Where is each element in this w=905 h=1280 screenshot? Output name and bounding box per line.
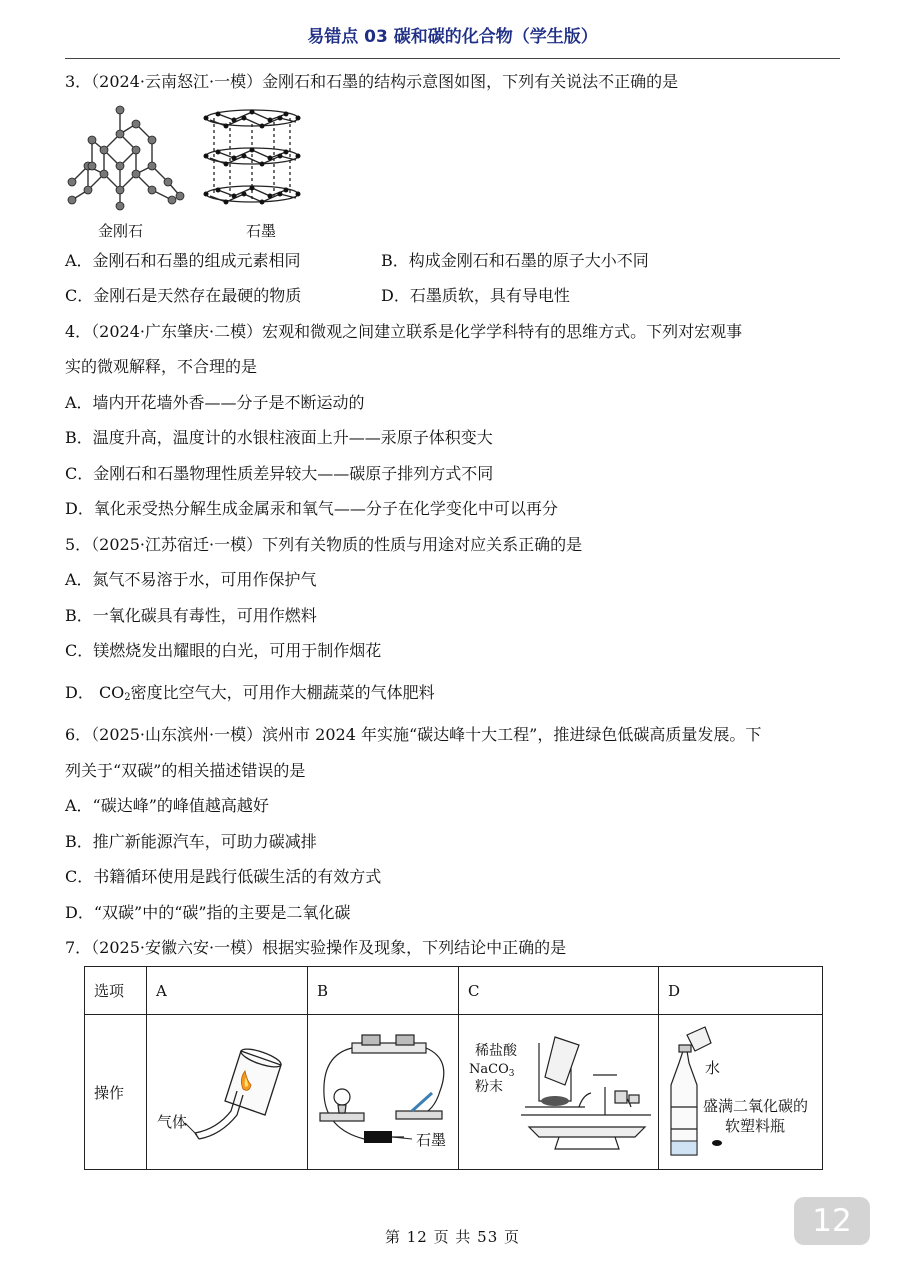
q5-option-a: A．氮气不易溶于水，可用作保护气 <box>65 570 317 589</box>
footer-prefix: 第 <box>384 1228 401 1246</box>
acid-label: 稀盐酸 <box>475 1043 517 1059</box>
circuit-figure <box>308 1015 459 1169</box>
table-header-cell: C <box>459 967 659 1015</box>
q5-option-d-text: 密度比空气大，可用作大棚蔬菜的气体肥料 <box>130 683 435 702</box>
balance-scale-figure <box>459 1015 659 1169</box>
svg-text:NaCO3 <box>469 1062 515 1079</box>
co2-subscript: 2 <box>124 692 131 703</box>
diamond-label: 金刚石 <box>98 222 144 240</box>
powder-label: 粉末 <box>475 1079 503 1095</box>
option-c-illustration <box>459 1015 659 1170</box>
gas-label: 气体 <box>157 1113 188 1131</box>
page-title: 易错点 03 碳和碳的化合物（学生版） <box>307 27 598 47</box>
option-d-illustration <box>659 1015 823 1170</box>
bottle-label-line1: 盛满二氧化碳的 <box>703 1097 809 1115</box>
co2-formula: CO <box>98 683 125 702</box>
q7-experiment-table <box>84 966 823 1170</box>
graphite-structure-figure <box>200 104 304 212</box>
q6-option-b: B．推广新能源汽车，可助力碳减排 <box>65 832 317 851</box>
header-divider <box>65 58 840 59</box>
q4-stem-line1: 4．（2024·广东肇庆·二模）宏观和微观之间建立联系是化学学科特有的思维方式。下列对宏观事 <box>65 322 743 341</box>
row-label-operation: 操作 <box>85 1015 147 1170</box>
q6-option-a: A．“碳达峰”的峰值越高越好 <box>65 796 269 815</box>
table-row <box>85 1015 823 1170</box>
q4-option-c: C．金刚石和石墨物理性质差异较大——碳原子排列方式不同 <box>65 464 494 483</box>
q6-stem-line1: 6．（2025·山东滨州·一模）滨州市 2024 年实施“碳达峰十大工程”，推进绿色低碳高质量发展。下 <box>65 725 762 744</box>
q4-option-a: A．墙内开花墙外香——分子是不断运动的 <box>65 393 365 412</box>
water-label: 水 <box>705 1059 721 1077</box>
q4-option-b: B．温度升高，温度计的水银柱液面上升——汞原子体积变大 <box>65 428 493 447</box>
bottle-label-line2: 软塑料瓶 <box>725 1117 786 1135</box>
footer-middle: 页 共 <box>433 1228 472 1246</box>
q5-option-d <box>65 683 435 708</box>
carbonate-subscript: 3 <box>508 1069 515 1079</box>
page-footer <box>0 1226 905 1247</box>
q6-stem-line2: 列关于“双碳”的相关描述错误的是 <box>65 761 306 780</box>
q7-stem: 7．（2025·安徽六安·一模）根据实验操作及现象，下列结论中正确的是 <box>65 938 567 957</box>
q6-option-c: C．书籍循环使用是践行低碳生活的有效方式 <box>65 867 382 886</box>
carbonate-label: CO <box>488 1062 509 1077</box>
q3-stem: 3．（2024·云南怒江·一模）金刚石和石墨的结构示意图如图，下列有关说法不正确的是 <box>65 72 679 91</box>
q3-option-d: D．石墨质软，具有导电性 <box>381 286 570 305</box>
table-header-cell: A <box>147 967 308 1015</box>
q5-option-b: B．一氧化碳具有毒性，可用作燃料 <box>65 606 317 625</box>
q5-option-c: C．镁燃烧发出耀眼的白光，可用于制作烟花 <box>65 641 382 660</box>
q4-stem-line2: 实的微观解释，不合理的是 <box>65 357 258 376</box>
beaker-flame-figure <box>147 1015 308 1169</box>
q5-option-d-prefix: D． <box>65 683 94 702</box>
q4-option-d: D．氧化汞受热分解生成金属汞和氧气——分子在化学变化中可以再分 <box>65 499 558 518</box>
footer-current-page: 12 <box>406 1228 428 1246</box>
diamond-structure-figure <box>62 100 192 212</box>
graphite-label: 石墨 <box>246 222 277 240</box>
option-a-illustration <box>147 1015 308 1170</box>
q6-option-d: D．“双碳”中的“碳”指的主要是二氧化碳 <box>65 903 351 922</box>
q3-option-b: B．构成金刚石和石墨的原子大小不同 <box>381 251 649 270</box>
footer-total-pages: 53 <box>477 1228 499 1246</box>
option-b-illustration <box>308 1015 459 1170</box>
table-header-row <box>85 967 823 1015</box>
sodium-label: Na <box>469 1062 489 1077</box>
footer-suffix: 页 <box>504 1228 521 1246</box>
table-header-cell: 选项 <box>85 967 147 1015</box>
table-header-cell: B <box>308 967 459 1015</box>
q3-option-a: A．金刚石和石墨的组成元素相同 <box>65 251 301 270</box>
q3-option-c: C．金刚石是天然存在最硬的物质 <box>65 286 302 305</box>
graphite-rod-label: 石墨 <box>416 1131 447 1149</box>
table-header-cell: D <box>659 967 823 1015</box>
q5-stem: 5．（2025·江苏宿迁·一模）下列有关物质的性质与用途对应关系正确的是 <box>65 535 583 554</box>
page-number-badge: 12 <box>794 1197 870 1245</box>
plastic-bottle-figure <box>659 1015 823 1169</box>
